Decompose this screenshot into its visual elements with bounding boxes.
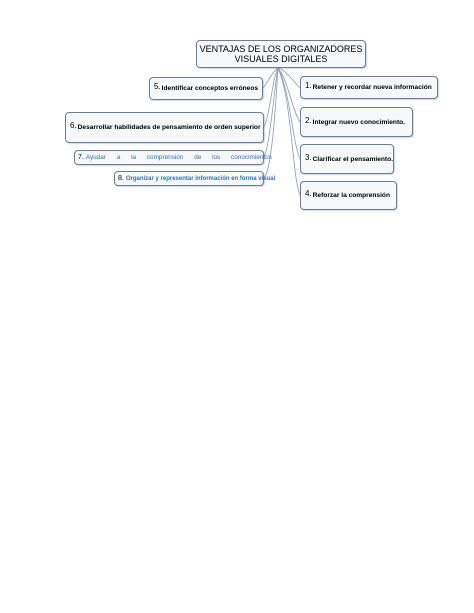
- branch-number: 5.: [154, 82, 161, 91]
- branch-node-6[interactable]: [65, 112, 264, 143]
- branch-number: 1.: [305, 81, 312, 90]
- branch-node-7[interactable]: [74, 150, 272, 165]
- root-title: VENTAJAS DE LOS ORGANIZADORES VISUALES DIGITALES: [199, 44, 363, 64]
- branch-label: Ayudar a la comprensión de los conocimientos: [85, 154, 272, 161]
- branch-label: Reforzar la comprensión: [312, 192, 390, 199]
- branch-label: Integrar nuevo conocimiento.: [312, 118, 405, 126]
- branch-node-3[interactable]: [300, 144, 394, 174]
- branch-number: 4.: [305, 189, 312, 198]
- connector-7: [264, 68, 278, 157]
- branch-label: Clarificar el pensamiento.: [312, 155, 393, 163]
- branch-label: Desarrollar habilidades de pensamiento de orden superior: [77, 124, 261, 131]
- branch-node-1[interactable]: [300, 76, 438, 99]
- branch-number: 3.: [305, 152, 312, 162]
- branch-node-4[interactable]: [300, 181, 397, 210]
- branch-number: 7.: [78, 154, 84, 161]
- connector-4: [278, 68, 300, 195]
- branch-label: Identificar conceptos erróneos: [161, 85, 259, 92]
- branch-node-5[interactable]: [149, 77, 263, 100]
- branch-node-8[interactable]: [114, 171, 276, 186]
- branch-node-2[interactable]: [300, 107, 413, 137]
- branch-label: Organizar y representar información en forma visual: [125, 175, 276, 182]
- connector-3: [278, 68, 300, 159]
- root-node[interactable]: [196, 40, 366, 68]
- branch-number: 6.: [70, 121, 77, 130]
- branch-label: Retener y recordar nueva información: [312, 84, 432, 91]
- branch-number: 8.: [118, 175, 124, 182]
- branch-number: 2.: [305, 115, 312, 125]
